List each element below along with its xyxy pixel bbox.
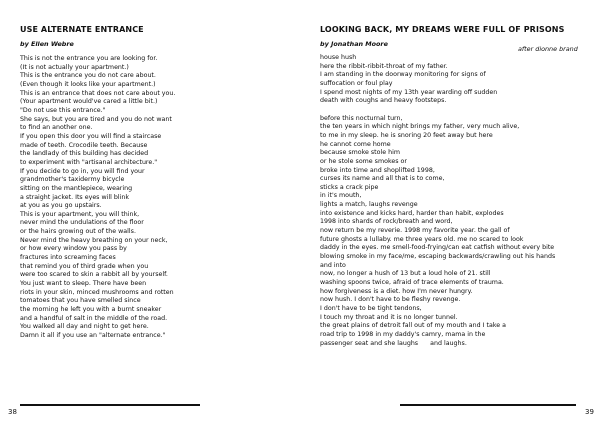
poem-line: and into [320,261,346,269]
page-number: 39 [585,408,594,416]
poem-line: curses its name and all that is to come, [320,175,445,183]
poem-line: at you as you go upstairs. [20,202,102,210]
poem-line: the morning he left you with a burnt sneaker [20,306,162,314]
poem-line: how forgiveness is a diet. how I'm never hungry. [320,287,473,295]
footer-rule [400,404,576,406]
poem-line: death with coughs and heavy footsteps. [320,97,447,105]
poem-title: LOOKING BACK, MY DREAMS WERE FULL OF PRISONS [320,25,565,34]
poem-line: 1998 into shards of rock/breath and word, [320,218,453,226]
poem-line: "Do not use this entrance." [20,106,106,114]
poem-line: Never mind the heavy breathing on your neck, [20,236,168,244]
poem-line: riots in your skin, minced mushrooms and rotten [20,288,174,296]
poem-line: I don't have to be tight tendons, [320,305,422,313]
poem-line: or the hairs growing out of the walls. [20,228,136,236]
poem-line: If you open this door you will find a staircase [20,132,162,140]
poem-line: passenger seat and she laughs and laughs. [320,339,467,347]
poem-line: suffocation or foul play [320,79,393,87]
poem-line: broke into time and shoplifted 1998, [320,166,435,174]
poem-line: I spend most nights of my 13th year warding off sudden [320,88,498,96]
poem-title: USE ALTERNATE ENTRANCE [20,25,144,34]
poem-line: You walked all day and night to get here. [20,323,149,331]
poem-line: fractures into screaming faces [20,254,116,262]
poem-line: because smoke stole him [320,149,401,157]
right-page [300,0,600,424]
poem-line: made of teeth. Crocodile teeth. Because [20,141,148,149]
poem-line: This is not the entrance you are looking for. [20,55,158,62]
poem-line: house hush [320,54,357,61]
poem-line: never mind the undulations of the floor [20,219,144,227]
poem-line: to me in my sleep. he is snoring 20 feet away but here [320,131,493,139]
poem-line: washing spoons twice, afraid of trace elements of trauma. [320,279,504,287]
poem-line: sitting on the mantlepiece, wearing [20,184,133,192]
poem-line: now, no longer a hush of 13 but a loud hole of 21. still [320,270,491,278]
poem-line: road trip to 1998 in my daddy's camry, mama in the [320,330,486,338]
poem-line: or he stole some smokes or [320,157,407,165]
poem-line: here the ribbit-ribbit-throat of my father. [320,62,448,70]
poem-line: a straight jacket. Its eyes will blink [20,193,130,201]
poem-line: and a handful of salt in the middle of the road. [20,314,168,322]
poem-line: (It is not actually your apartment.) [20,63,129,71]
poem-line: grandmother's taxidermy bicycle [20,176,125,184]
poem-line: to find an another one. [20,124,93,132]
poem-author: by Jonathan Moore [320,40,388,48]
poem-body [320,54,555,348]
poem-line: daddy in the eyes. me smell-food-frying/can eat catfish without every bite [320,244,555,252]
poem-line: (Even though it looks like your apartment.) [20,80,156,88]
poem-line: This is the entrance you do not care about. [20,72,156,80]
poem-line: that remind you of third grade when you [20,262,149,270]
poem-line: to experiment with "artisanal architecture." [20,158,158,166]
poem-author: by Ellen Webre [20,40,74,48]
poem-line: tomatoes that you have smelled since [20,297,141,305]
poem-line: sticks a crack pipe [320,183,379,191]
poem-line: This is your apartment, you will think, [20,210,140,218]
poem-line: before this nocturnal turn, [320,114,403,122]
poem-body [20,55,175,341]
poem-line: or how every window you pass by [20,245,127,253]
poem-line: lights a match, laughs revenge [320,201,418,209]
poem-line: now return be my reverie. 1998 my favorite year. the gall of [320,227,510,235]
poem-line: You just want to sleep. There have been [20,280,147,288]
poem-line: in it's mouth, [320,192,362,200]
poem-line: This is an entrance that does not care about you. [20,89,176,97]
poem-line: future ghosts a lullaby. me three years old. me no scared to look [320,235,524,243]
poem-line: the great plains of detroit fall out of my mouth and I take a [320,322,507,330]
poem-line: I am standing in the doorway monitoring for signs of [320,71,486,79]
poem-line: the ten years in which night brings my father, very much alive, [320,123,520,131]
poem-line: I touch my throat and it is no longer tunnel. [320,313,458,321]
poem-line: into existence and kicks hard, harder than habit, explodes [320,209,504,217]
poem-line: the landlady of this building has decided [20,150,149,158]
poem-line: Damn it all if you use an "alternate entrance." [20,332,166,339]
poem-epigraph: after dionne brand [518,45,578,53]
poem-line: he cannot come home [320,140,391,148]
poem-line: blowing smoke in my face/me, escaping backwards/crawling out his hands [320,253,556,261]
poem-line: If you decide to go in, you will find your [20,167,145,175]
stanza-break [320,106,555,115]
poem-line: were too scared to skin a rabbit all by yourself. [20,271,168,279]
footer-rule [20,404,200,406]
poem-line: now hush. I don't have to be fleshy revenge. [320,296,461,304]
page-number: 38 [8,408,17,416]
poem-line: (Your apartment would've cared a little bit.) [20,98,158,106]
poem-line: She says, but you are tired and you do not want [20,115,172,123]
